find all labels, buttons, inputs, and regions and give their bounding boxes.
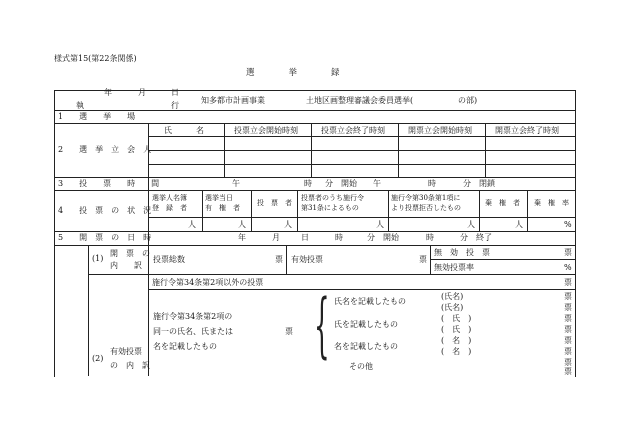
sec2-name-1: (氏名) [441, 292, 464, 301]
sec1-label-a: 開 票 の [110, 249, 150, 258]
sec1-total-votes: 投票総数 [153, 255, 185, 264]
status-eligible-a: 選挙当日 [205, 194, 233, 202]
witness-header-count-start: 開票立会開始時刻 [408, 126, 472, 135]
sec1-number: (1) [92, 254, 104, 263]
voting-start-hour: 午 時 [232, 179, 312, 188]
witness-header-count-end: 開票立会終了時刻 [495, 126, 559, 135]
status-art31-b: 第31条によるもの [301, 204, 359, 212]
row-label-witness: 2 選 挙 立 会 人 [58, 145, 152, 154]
sec2-outside-unit: 票 [564, 278, 572, 287]
status-refused-a: 施行令第30条第1項に [391, 194, 461, 202]
voting-start-min: 分 開始 午 [325, 179, 381, 188]
unit-voters: 人 [284, 220, 292, 229]
count-min-end: 分 終了 [460, 233, 492, 242]
sec2-label-b: の 内 訳 [110, 361, 150, 370]
sec2-unit-6: 票 [564, 347, 572, 356]
unit-refused: 人 [467, 220, 475, 229]
sec2-opt-fullname: 氏名を記載したもの [334, 297, 406, 306]
sec2-brace: { [314, 284, 330, 366]
status-registered-a: 選挙人名簿 [152, 194, 187, 202]
count-year: 年 [238, 233, 246, 242]
witness-header-vote-start: 投票立会開始時刻 [234, 126, 298, 135]
sec1-invalid-unit: 票 [564, 248, 572, 257]
unit-registered: 人 [188, 220, 196, 229]
unit-eligible: 人 [238, 220, 246, 229]
header-gyo: 行 [171, 101, 179, 110]
sec2-unit-4: 票 [564, 325, 572, 334]
sec2-name-6: ( 名 ) [441, 347, 472, 356]
unit-art31: 人 [376, 220, 384, 229]
header-shikko: 執 [76, 101, 84, 110]
sec2-name-3: ( 氏 ) [441, 314, 472, 323]
sec2-name-2: (氏名) [441, 303, 464, 312]
sec2-opt-given: 名を記載したもの [334, 342, 398, 351]
status-abstainers: 棄 権 者 [485, 199, 520, 207]
status-registered-b: 登 録 者 [152, 204, 187, 212]
sec2-opt-surname: 氏を記載したもの [334, 320, 398, 329]
count-day: 日 [301, 233, 309, 242]
status-art31-a: 投票者のうち施行令 [301, 194, 364, 202]
header-year: 年 [104, 88, 112, 97]
sec2-name-4: ( 氏 ) [441, 325, 472, 334]
sec1-valid-unit: 票 [419, 255, 427, 264]
header-project: 知多都市計画事業 [201, 96, 265, 105]
sec2-unit-7: 票 [564, 358, 572, 367]
sec2-label-a: 有効投票 [110, 347, 142, 356]
header-part: の部) [458, 96, 478, 105]
sec2-name-5: ( 名 ) [441, 336, 472, 345]
sec2-same-name-line2: 同一の氏名、氏または [153, 327, 233, 336]
count-min-start: 分 開始 [367, 233, 399, 242]
sec1-label-b: 内 訳 [110, 261, 142, 270]
status-eligible-b: 有 権 者 [205, 204, 240, 212]
sec2-unit-5: 票 [564, 336, 572, 345]
row-label-voting-status: 4 投 票 の 状 況 [58, 206, 152, 215]
sec2-number: (2) [92, 354, 104, 363]
sec2-unit-1: 票 [564, 292, 572, 301]
sec2-opt-other: その他 [349, 362, 373, 371]
header-day: 日 [171, 88, 179, 97]
sec1-invalid-rate-unit: % [564, 263, 572, 272]
row-label-counting-datetime: 5 開 票 の 日 時 [58, 233, 152, 242]
sec2-same-name-line1: 施行令第34条第2項の [153, 312, 233, 321]
unit-abstainers: 人 [515, 220, 523, 229]
sec1-total-unit: 票 [275, 255, 283, 264]
sec2-same-name-unit: 票 [285, 327, 293, 336]
count-month: 月 [272, 233, 280, 242]
form-number: 様式第15(第22条関係) [54, 54, 137, 63]
sec1-invalid-votes: 無 効 投 票 [434, 248, 490, 257]
header-election: 土地区画整理審議会委員選挙( [306, 96, 414, 105]
count-hour: 時 [335, 233, 343, 242]
sec2-same-name-line3: 名を記載したもの [153, 342, 217, 351]
status-voters: 投 票 者 [257, 199, 292, 207]
form-title: 選 挙 録 [246, 68, 340, 78]
sec2-unit-3: 票 [564, 314, 572, 323]
voting-end-min: 分 閉鎖 [463, 179, 495, 188]
witness-header-vote-end: 投票立会終了時刻 [321, 126, 385, 135]
witness-header-name: 氏 名 [164, 126, 204, 135]
sec2-unit-8: 票 [564, 367, 572, 376]
row-label-venue: 1 選 挙 場 [58, 112, 136, 121]
sec2-outside-votes: 施行令第34条第2項以外の投票 [152, 278, 264, 287]
sec1-invalid-rate: 無効投票率 [434, 263, 474, 272]
status-abstention-rate: 棄 権 率 [534, 199, 569, 207]
sec1-valid-votes: 有効投票 [291, 255, 323, 264]
voting-end-hour: 時 [428, 179, 436, 188]
count-hour-end: 時 [426, 233, 434, 242]
status-refused-b: より投票拒否したもの [391, 204, 461, 212]
header-month: 月 [138, 88, 146, 97]
row-label-voting-time: 3 投 票 時 間 [58, 179, 160, 188]
unit-abstention-rate: % [564, 220, 572, 229]
sec2-unit-2: 票 [564, 303, 572, 312]
